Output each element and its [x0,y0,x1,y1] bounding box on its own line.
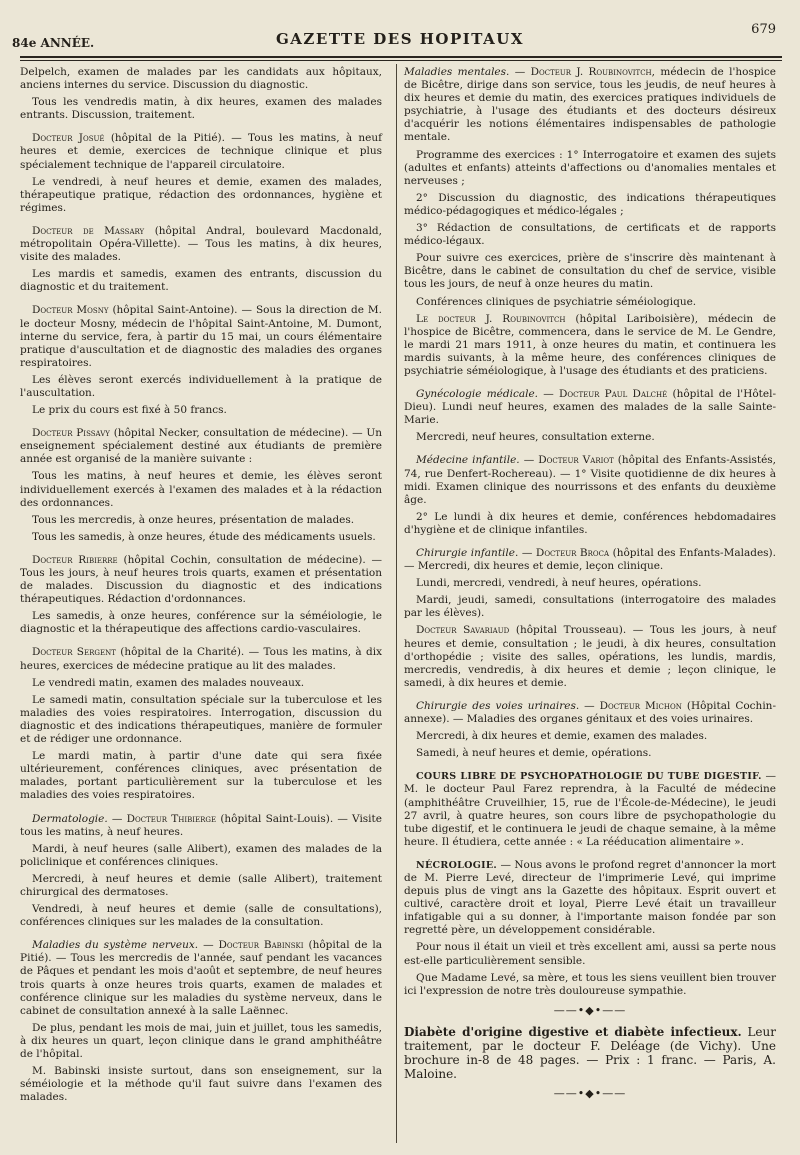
paragraph: Les mardis et samedis, examen des entrants, discussion du diagnostic et du traitement. [20,268,382,294]
paragraph: Tous les mercredis, à onze heures, présentation de malades. [32,513,355,526]
paragraph: Mercredi, neuf heures, consultation externe. [416,431,655,444]
section-heading: Maladies du système nerveux. [32,939,199,952]
doctor-name: — Docteur Variot [523,454,614,467]
paragraph: Docteur Ribierre (hôpital Cochin, consultation de médecine). — Tous les jours, à neuf heures trois quarts, examen et présentation de malades. Discussion du diagnostic et des indications thérapeutiques. Rédaction d'ordonnances. [20,553,382,606]
paragraph: Pour suivre ces exercices, prière de s'inscrire dès maintenant à Bicêtre, dans le cabinet de consultation du chef de service, visible tous les jours, de neuf à onze heures du matin. [404,252,776,291]
paragraph: De plus, pendant les mois de mai, juin et juillet, tous les samedis, à dix heures un quart, leçon clinique dans le grand amphithéâtre de l'hôpital. [20,1021,382,1060]
paragraph: Le vendredi matin, examen des malades nouveaux. [32,676,305,689]
paragraph: Le vendredi, à neuf heures et demie, examen des malades, thérapeutique pratique, rédaction des ordonnances, hygiène et régimes. [20,175,382,214]
paragraph: Docteur Josué (hôpital de la Pitié). — Tous les matins, à neuf heures et demie, exercices de technique clinique et plus spécialement technique de l'appareil circulatoire. [20,132,382,171]
paragraph: Mardi, à neuf heures (salle Alibert), examen des malades de la policlinique et conférences cliniques. [20,842,382,868]
doctor-name: — Docteur Thibierge [111,812,217,825]
doctor-name: — Docteur Babinski [203,939,304,952]
paragraph: Maladies mentales. — Docteur J. Roubinovitch, médecin de l'hospice de Bicêtre, dirige dans son service, tous les jeudis, de neuf heures à dix heures et demie du matin, des exercices pratiques individuels de psychiatrie, à l'usage des étudiants et des docteurs désireux d'acquérir les notions élémentaires indispensables de pathologie mentale. [404,66,777,144]
paragraph: 2° Le lundi à dix heures et demie, conférences hebdomadaires d'hygiène et de clinique infantiles. [404,510,776,536]
paragraph: Le docteur J. Roubinovitch (hôpital Lariboisière), médecin de l'hospice de Bicêtre, commencera, dans le service de M. Le Gendre, le mardi 21 mars 1911, à onze heures du matin, et continuera les mardis suivants, à la même heure, des conférences cliniques de psychiatrie séméiologique, à l'usage des étudiants et des praticiens. [404,312,776,377]
paragraph: 2° Discussion du diagnostic, des indications thérapeutiques médico-pédagogiques et médico-légales ; [404,191,776,217]
doctor-name: — Docteur Broca [521,547,610,559]
paragraph: Médecine infantile. — Docteur Variot (hôpital des Enfants-Assistés, 74, rue Denfert-Rochereau). — 1° Visite quotidienne de dix heures à midi. Examen clinique des nourrissons et des enfants du deuxième âge. [404,454,777,506]
paragraph: Tous les vendredis matin, à dix heures, examen des malades entrants. Discussion, traitement. [20,96,382,122]
section-heading: Chirurgie des voies urinaires. [416,699,580,712]
section-heading: Dermatologie. [32,812,108,825]
right-column [404,66,776,1108]
paragraph: Dermatologie. — Docteur Thibierge (hôpital Saint-Louis). — Visite tous les matins, à neuf heures. [20,812,382,838]
doctor-name: — Docteur Paul Dalché [543,388,668,401]
paragraph: Lundi, mercredi, vendredi, à neuf heures, opérations. [416,577,702,590]
section-heading: COURS LIBRE DE PSYCHOPATHOLOGIE DU TUBE DIGESTIF. [416,771,762,783]
ornament-divider: ——•◆•—— [553,1086,627,1100]
paragraph: Chirurgie infantile. — Docteur Broca (hôpital des Enfants-Malades). — Mercredi, dix heures et demie, leçon clinique. [404,547,776,573]
paragraph: Chirurgie des voies urinaires. — Docteur Michon (Hôpital Cochin-annexe). — Maladies des organes génitaux et des voies urinaires. [404,699,776,726]
paragraph: Conférences cliniques de psychiatrie séméiologique. [416,295,697,308]
paragraph: Gynécologie médicale. — Docteur Paul Dalché (hôpital de l'Hôtel-Dieu). Lundi neuf heures, examen des malades de la salle Sainte-Marie. [404,388,777,427]
page-title: GAZETTE DES HOPITAUX [275,30,524,48]
paragraph: COURS LIBRE DE PSYCHOPATHOLOGIE DU TUBE DIGESTIF. — M. le docteur Paul Farez reprendra, à la Faculté de médecine (amphithéâtre Cruveilhier, 15, rue de l'École-de-Médecine), le jeudi 27 avril, à quatre heures, son cours libre de psychopathologie du tube digestif, et le continuera le jeudi de chaque semaine, à la même heure. Il étudiera, cette année : « La rééducation alimentaire ». [404,770,776,848]
header-rule [20,56,782,58]
paragraph: Mardi, jeudi, samedi, consultations (interrogatoire des malades par les élèves). [404,594,776,620]
paragraph: Le mardi matin, à partir d'une date qui sera fixée ultérieurement, conférences cliniques, avec présentation de malades, portant particulièrement sur la tuberculose et les maladies des voies respiratoires. [20,750,382,802]
doctor-name: Docteur Mosny [32,304,109,317]
paragraph: Programme des exercices : 1° Interrogatoire et examen des sujets (adultes et enfants) atteints d'affections ou d'anomalies mentales et nerveuses ; [404,148,776,187]
paragraph: 3° Rédaction de consultations, de certificats et de rapports médico-légaux. [404,222,776,248]
doctor-name: Docteur Josué [32,132,105,145]
left-column [20,66,382,1108]
paragraph: Docteur Pissavy (hôpital Necker, consultation de médecine). — Un enseignement spécialement destiné aux étudiants de première année est organisé de la manière suivante : [20,427,383,466]
doctor-name: Docteur Ribierre [32,553,118,566]
header-rule-thin [20,60,782,61]
year-label: 84e ANNÉE. [12,36,95,50]
paragraph: Les samedis, à onze heures, conférence sur la séméiologie, le diagnostic et la thérapeutique des affections cardio-vasculaires. [20,610,382,636]
paragraph: Pour nous il était un vieil et très excellent ami, aussi sa perte nous est-elle particulièrement sensible. [404,941,776,967]
paragraph: NÉCROLOGIE. — Nous avons le profond regret d'annoncer la mort de M. Pierre Levé, directeur de l'imprimerie Levé, qui imprime depuis plus de vingt ans la Gazette des hôpitaux. Esprit ouvert et cultivé, caractère droit et loyal, Pierre Levé était un travailleur infatigable qui a su donner, à l'importante maison fondée par son regretté père, un développement considérable. [404,858,777,937]
paragraph: Tous les samedis, à onze heures, étude des médicaments usuels. [32,530,376,543]
paragraph: Samedi, à neuf heures et demie, opérations. [416,747,652,760]
section-heading: Maladies mentales. [404,66,510,78]
doctor-name: Docteur Pissavy [32,427,110,440]
paragraph: Vendredi, à neuf heures et demie (salle de consultations), conférences cliniques sur les malades de la consultation. [20,903,382,929]
doctor-name: Le docteur J. Roubinovitch [416,312,566,325]
ornament-divider: ——•◆•—— [553,1003,627,1017]
page-number: 679 [751,22,776,37]
doctor-name: — Docteur Michon [584,699,682,712]
column-divider [396,64,397,1143]
paragraph: Docteur Sergent (hôpital de la Charité). — Tous les matins, à dix heures, exercices de médecine pratique au lit des malades. [20,646,383,672]
paragraph: Le prix du cours est fixé à 50 francs. [32,404,227,417]
paragraph: M. Babinski insiste surtout, dans son enseignement, sur la séméiologie et la méthode qu'il faut suivre dans l'examen des malades. [20,1065,382,1104]
book-title: Diabète d'origine digestive et diabète infectieux. [404,1024,742,1039]
doctor-name: Docteur Savariaud [416,624,510,637]
paragraph: Docteur de Massary (hôpital Andral, boulevard Macdonald, métropolitain Opéra-Villette). — Tous les matins, à dix heures, visite des malades. [20,224,382,264]
paragraph: Delpelch, examen de malades par les candidats aux hôpitaux, anciens internes du service. Discussion du diagnostic. [20,66,382,92]
paragraph: Mercredi, à neuf heures et demie (salle Alibert), traitement chirurgical des dermatoses. [20,872,382,898]
doctor-name: Docteur Sergent [32,646,116,659]
section-heading: NÉCROLOGIE. [416,859,498,871]
paragraph: Tous les matins, à neuf heures et demie, les élèves seront individuellement exercés à l'examen des malades et à la rédaction des ordonnances. [20,470,382,509]
book-notice: Diabète d'origine digestive et diabète infectieux. Leur traitement, par le docteur F. Deléage (de Vichy). Une brochure in-8 de 48 pages. — Prix : 1 franc. — Paris, A. Maloine. [404,1024,776,1081]
paragraph: Maladies du système nerveux. — Docteur Babinski (hôpital de la Pitié). — Tous les mercredis de l'année, sauf pendant les vacances de Pâques et pendant les mois d'août et septembre, de neuf heures trois quarts à onze heures trois quarts, examen de malades et conférence clinique sur les maladies du système nerveux, dans le cabinet de consultation annexé à la salle Laënnec. [20,939,383,1017]
paragraph: Le samedi matin, consultation spéciale sur la tuberculose et les maladies des voies respiratoires. Interrogation, discussion du diagnostic et des indications thérapeutiques, manière de formuler et de rédiger une ordonnance. [20,693,382,746]
paragraph: Docteur Savariaud (hôpital Trousseau). — Tous les jours, à neuf heures et demie, consultation ; le jeudi, à dix heures, consultation d'orthopédie ; visite des salles, opérations, les lundis, mardis, mercredis, vendredis, à dix heures et demie ; leçon clinique, le samedi, à dix heures et demie. [404,624,777,689]
paragraph: Mercredi, à dix heures et demie, examen des malades. [416,730,708,743]
doctor-name: Docteur de Massary [32,224,145,237]
doctor-name: — Docteur J. Roubinovitch, [514,66,655,78]
section-heading: Gynécologie médicale. [416,388,538,401]
paragraph: Les élèves seront exercés individuellement à la pratique de l'auscultation. [20,373,382,399]
paragraph: Que Madame Levé, sa mère, et tous les siens veuillent bien trouver ici l'expression de notre très douloureuse sympathie. [404,971,776,997]
section-heading: Chirurgie infantile. [416,547,519,559]
section-heading: Médecine infantile. [416,454,520,467]
paragraph: Docteur Mosny (hôpital Saint-Antoine). — Sous la direction de M. le docteur Mosny, médecin de l'hôpital Saint-Antoine, M. Dumont, interne du service, fera, à partir du 15 mai, un cours élémentaire pratique d'auscultation et de diagnostic des maladies des organes respiratoires. [20,304,382,369]
